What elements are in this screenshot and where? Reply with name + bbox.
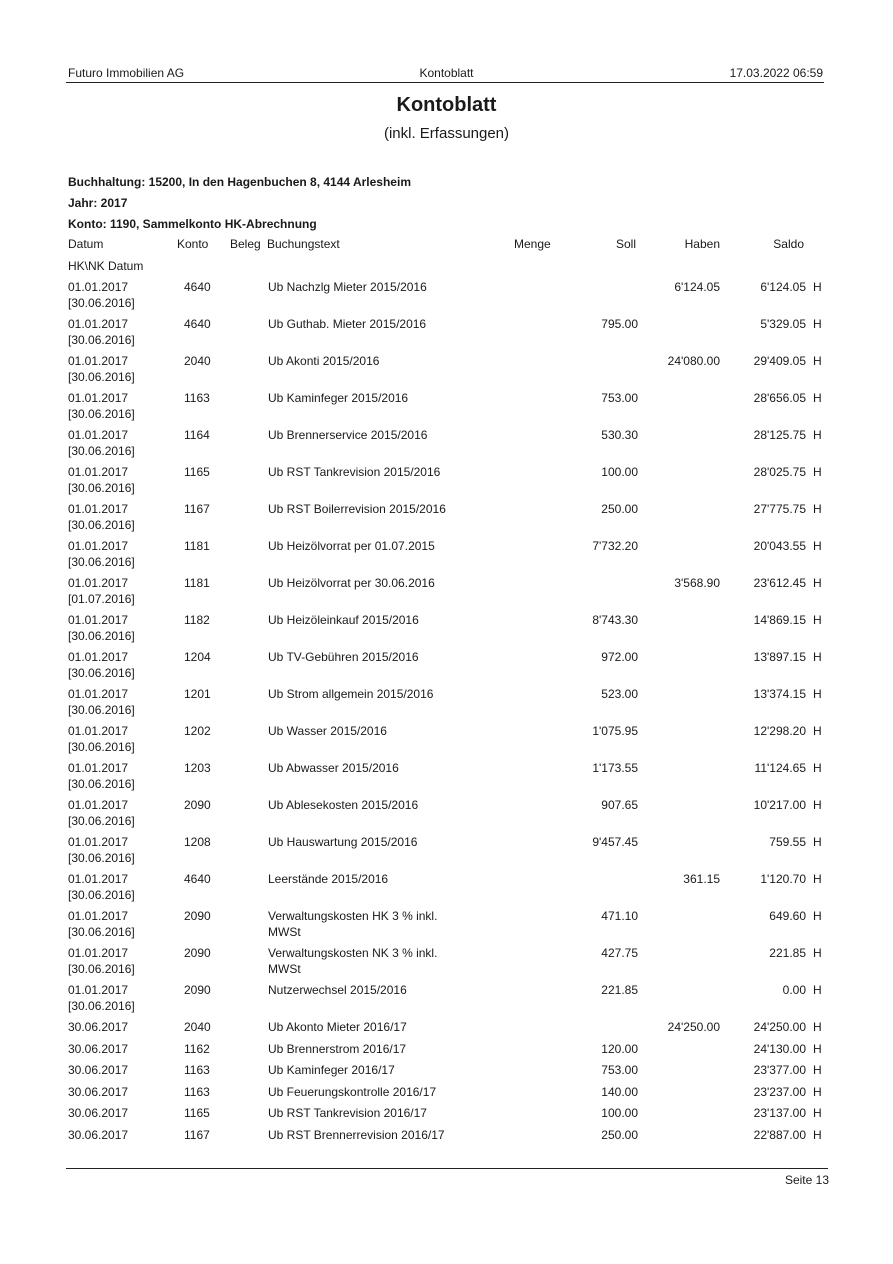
col-konto: Konto	[177, 237, 209, 251]
row-soll-haben-flag: H	[813, 650, 822, 664]
row-buchungstext: Ub Akonto Mieter 2016/17	[268, 1020, 407, 1034]
row-date: 01.01.2017	[68, 687, 129, 701]
row-hknk-date: [30.06.2016]	[68, 814, 135, 828]
row-buchungstext: Ub Hauswartung 2015/2016	[268, 835, 418, 849]
row-buchungstext: Ub Nachzlg Mieter 2015/2016	[268, 280, 427, 294]
row-buchungstext: Ub RST Tankrevision 2015/2016	[268, 465, 441, 479]
row-soll-haben-flag: H	[813, 724, 822, 738]
row-date: 01.01.2017	[68, 539, 129, 553]
row-soll-haben-flag: H	[813, 1127, 822, 1142]
row-date: 01.01.2017	[68, 317, 129, 331]
row-hknk-date: [30.06.2016]	[68, 407, 135, 421]
row-hknk-date: [30.06.2016]	[68, 851, 135, 865]
row-soll-haben-flag: H	[813, 909, 822, 923]
row-soll-haben-flag: H	[813, 1041, 822, 1056]
row-date: 30.06.2017	[68, 1127, 129, 1142]
row-konto: 2040	[184, 354, 211, 368]
row-konto: 4640	[184, 280, 211, 294]
row-hknk-date: [30.06.2016]	[68, 925, 135, 939]
row-saldo: 23'377.00	[753, 1063, 806, 1077]
row-saldo: 23'237.00	[753, 1084, 806, 1099]
row-konto: 2090	[184, 946, 211, 960]
row-soll: 523.00	[601, 687, 638, 701]
row-konto: 1167	[184, 502, 210, 516]
row-date: 01.01.2017	[68, 650, 129, 664]
row-soll: 907.65	[601, 798, 638, 812]
row-hknk-date: [30.06.2016]	[68, 518, 135, 532]
row-soll-haben-flag: H	[813, 1084, 822, 1099]
print-datetime: 17.03.2022 06:59	[729, 66, 823, 80]
row-date: 30.06.2017	[68, 1106, 129, 1120]
row-soll: 1'075.95	[592, 724, 638, 738]
row-buchungstext: Ub RST Tankrevision 2016/17	[268, 1106, 427, 1120]
row-buchungstext: Verwaltungskosten NK 3 % inkl.	[268, 946, 438, 960]
row-buchungstext: Ub Akonti 2015/2016	[268, 354, 380, 368]
row-saldo: 29'409.05	[753, 354, 806, 368]
row-soll: 530.30	[601, 428, 638, 442]
row-hknk-date: [30.06.2016]	[68, 444, 135, 458]
row-hknk-date: [30.06.2016]	[68, 703, 135, 717]
row-saldo: 759.55	[769, 835, 806, 849]
row-saldo: 22'887.00	[753, 1127, 806, 1142]
row-konto: 1203	[184, 761, 211, 775]
row-hknk-date: [30.06.2016]	[68, 333, 135, 347]
row-date: 30.06.2017	[68, 1041, 129, 1056]
row-hknk-date: [30.06.2016]	[68, 962, 135, 976]
row-soll: 471.10	[601, 909, 638, 923]
row-soll-haben-flag: H	[813, 798, 822, 812]
row-soll-haben-flag: H	[813, 354, 822, 368]
col-saldo: Saldo	[773, 237, 804, 251]
row-soll-haben-flag: H	[813, 761, 822, 775]
row-soll-haben-flag: H	[813, 428, 822, 442]
row-konto: 1164	[184, 428, 210, 442]
row-konto: 1165	[184, 1106, 210, 1120]
row-saldo: 28'656.05	[753, 391, 806, 405]
row-haben: 6'124.05	[674, 280, 720, 294]
row-buchungstext: Ub Heizölvorrat per 30.06.2016	[268, 576, 435, 590]
row-hknk-date: [30.06.2016]	[68, 296, 135, 310]
row-konto: 2040	[184, 1020, 211, 1034]
row-date: 01.01.2017	[68, 465, 129, 479]
page-number: Seite 13	[784, 1173, 829, 1187]
row-soll-haben-flag: H	[813, 835, 822, 849]
col-menge: Menge	[514, 237, 551, 251]
row-soll: 250.00	[601, 502, 638, 516]
row-hknk-date: [30.06.2016]	[68, 555, 135, 569]
row-soll: 753.00	[601, 1063, 638, 1077]
row-hknk-date: [30.06.2016]	[68, 999, 135, 1013]
row-soll-haben-flag: H	[813, 983, 822, 997]
row-soll: 221.85	[601, 983, 638, 997]
row-konto: 1162	[184, 1041, 210, 1056]
row-date: 01.01.2017	[68, 983, 129, 997]
row-hknk-date: [30.06.2016]	[68, 740, 135, 754]
row-soll-haben-flag: H	[813, 539, 822, 553]
row-saldo: 13'374.15	[753, 687, 806, 701]
row-konto: 2090	[184, 909, 211, 923]
jahr-info: Jahr: 2017	[68, 196, 128, 210]
row-saldo: 24'250.00	[753, 1020, 806, 1034]
row-konto: 1181	[184, 576, 210, 590]
row-konto: 1163	[184, 1063, 210, 1077]
row-soll-haben-flag: H	[813, 465, 822, 479]
row-hknk-date: [30.06.2016]	[68, 370, 135, 384]
row-hknk-date: [01.07.2016]	[68, 592, 135, 606]
header-rule	[66, 82, 824, 83]
row-saldo: 23'612.45	[753, 576, 806, 590]
row-konto: 4640	[184, 317, 211, 331]
col-hknk-datum: HK\NK Datum	[68, 259, 144, 273]
row-buchungstext: Ub Guthab. Mieter 2015/2016	[268, 317, 427, 331]
row-saldo: 1'120.70	[760, 872, 806, 886]
row-soll: 8'743.30	[592, 613, 638, 627]
row-saldo: 28'025.75	[753, 465, 806, 479]
row-soll: 427.75	[601, 946, 638, 960]
row-buchungstext: Ub Heizölvorrat per 01.07.2015	[268, 539, 435, 553]
row-saldo: 221.85	[769, 946, 806, 960]
row-konto: 1201	[184, 687, 211, 701]
row-buchungstext: Ub Wasser 2015/2016	[268, 724, 387, 738]
row-soll: 140.00	[601, 1084, 638, 1099]
row-haben: 3'568.90	[674, 576, 720, 590]
row-soll: 100.00	[601, 465, 638, 479]
row-date: 30.06.2017	[68, 1084, 129, 1099]
page-title: Kontoblatt	[396, 94, 497, 116]
row-date: 01.01.2017	[68, 280, 129, 294]
row-buchungstext: Nutzerwechsel 2015/2016	[268, 983, 407, 997]
row-konto: 1202	[184, 724, 211, 738]
row-saldo: 5'329.05	[760, 317, 806, 331]
row-soll: 795.00	[601, 317, 638, 331]
row-saldo: 10'217.00	[753, 798, 806, 812]
row-buchungstext: Ub RST Brennerrevision 2016/17	[268, 1127, 445, 1142]
row-hknk-date: [30.06.2016]	[68, 629, 135, 643]
row-date: 30.06.2017	[68, 1020, 129, 1034]
row-konto: 1204	[184, 650, 211, 664]
row-date: 01.01.2017	[68, 502, 129, 516]
row-soll-haben-flag: H	[813, 872, 822, 886]
row-soll-haben-flag: H	[813, 1020, 822, 1034]
row-date: 01.01.2017	[68, 872, 129, 886]
row-konto: 4640	[184, 872, 211, 886]
row-buchungstext: Ub Heizöleinkauf 2015/2016	[268, 613, 419, 627]
row-saldo: 6'124.05	[760, 280, 806, 294]
row-date: 30.06.2017	[68, 1063, 129, 1077]
row-date: 01.01.2017	[68, 835, 129, 849]
row-hknk-date: [30.06.2016]	[68, 888, 135, 902]
row-saldo: 20'043.55	[753, 539, 806, 553]
row-soll-haben-flag: H	[813, 317, 822, 331]
row-konto: 1208	[184, 835, 211, 849]
header-doc-name: Kontoblatt	[419, 66, 474, 80]
row-buchungstext: Ub Strom allgemein 2015/2016	[268, 687, 434, 701]
row-konto: 1163	[184, 1084, 210, 1099]
row-soll: 120.00	[601, 1041, 638, 1056]
col-beleg: Beleg	[230, 237, 261, 251]
row-buchungstext: Ub Ablesekosten 2015/2016	[268, 798, 419, 812]
row-buchungstext: Ub Brennerstrom 2016/17	[268, 1041, 407, 1056]
row-date: 01.01.2017	[68, 798, 129, 812]
row-date: 01.01.2017	[68, 909, 129, 923]
row-konto: 2090	[184, 983, 211, 997]
row-date: 01.01.2017	[68, 428, 129, 442]
row-saldo: 0.00	[782, 983, 806, 997]
row-buchungstext: Ub Kaminfeger 2015/2016	[268, 391, 409, 405]
row-saldo: 11'124.65	[754, 761, 806, 775]
row-soll-haben-flag: H	[813, 613, 822, 627]
row-soll: 100.00	[601, 1106, 638, 1120]
row-buchungstext-cont: MWSt	[268, 962, 301, 976]
row-haben: 24'080.00	[667, 354, 720, 368]
row-saldo: 23'137.00	[753, 1106, 806, 1120]
col-datum: Datum	[68, 237, 104, 251]
row-soll: 1'173.55	[592, 761, 638, 775]
row-buchungstext: Ub Abwasser 2015/2016	[268, 761, 399, 775]
row-konto: 1181	[184, 539, 210, 553]
row-saldo: 649.60	[769, 909, 806, 923]
row-saldo: 24'130.00	[753, 1041, 806, 1056]
row-buchungstext: Ub TV-Gebühren 2015/2016	[268, 650, 419, 664]
row-saldo: 27'775.75	[753, 502, 806, 516]
row-saldo: 28'125.75	[753, 428, 806, 442]
row-soll: 972.00	[601, 650, 638, 664]
row-date: 01.01.2017	[68, 724, 129, 738]
row-saldo: 13'897.15	[753, 650, 806, 664]
row-hknk-date: [30.06.2016]	[68, 666, 135, 680]
row-soll: 753.00	[601, 391, 638, 405]
row-buchungstext: Ub Feuerungskontrolle 2016/17	[268, 1084, 437, 1099]
row-konto: 1167	[184, 1127, 210, 1142]
row-date: 01.01.2017	[68, 761, 129, 775]
row-soll-haben-flag: H	[813, 502, 822, 516]
buchhaltung-info: Buchhaltung: 15200, In den Hagenbuchen 8, 4144 Arlesheim	[68, 175, 411, 189]
row-konto: 1165	[184, 465, 210, 479]
row-haben: 361.15	[683, 872, 720, 886]
row-soll: 250.00	[601, 1127, 638, 1142]
row-buchungstext: Ub Kaminfeger 2016/17	[268, 1063, 395, 1077]
row-date: 01.01.2017	[68, 354, 129, 368]
konto-info: Konto: 1190, Sammelkonto HK-Abrechnung	[68, 217, 317, 231]
row-soll-haben-flag: H	[813, 1063, 822, 1077]
row-date: 01.01.2017	[68, 613, 129, 627]
row-saldo: 12'298.20	[753, 724, 806, 738]
row-konto: 2090	[184, 798, 211, 812]
row-saldo: 14'869.15	[753, 613, 806, 627]
row-soll-haben-flag: H	[813, 1106, 822, 1120]
footer-rule	[66, 1168, 828, 1169]
row-konto: 1163	[184, 391, 210, 405]
row-buchungstext: Ub Brennerservice 2015/2016	[268, 428, 428, 442]
row-date: 01.01.2017	[68, 576, 129, 590]
row-buchungstext: Verwaltungskosten HK 3 % inkl.	[268, 909, 438, 923]
col-soll: Soll	[615, 237, 636, 251]
row-hknk-date: [30.06.2016]	[68, 481, 135, 495]
row-date: 01.01.2017	[68, 391, 129, 405]
company-name: Futuro Immobilien AG	[68, 66, 185, 80]
row-buchungstext: Leerstände 2015/2016	[268, 872, 389, 886]
row-soll-haben-flag: H	[813, 946, 822, 960]
row-konto: 1182	[184, 613, 210, 627]
row-hknk-date: [30.06.2016]	[68, 777, 135, 791]
row-date: 01.01.2017	[68, 946, 129, 960]
row-soll-haben-flag: H	[813, 391, 822, 405]
col-haben: Haben	[684, 237, 720, 251]
row-soll-haben-flag: H	[813, 280, 822, 294]
row-buchungstext: Ub RST Boilerrevision 2015/2016	[268, 502, 446, 516]
row-soll: 7'732.20	[592, 539, 638, 553]
row-soll-haben-flag: H	[813, 576, 822, 590]
row-soll-haben-flag: H	[813, 687, 822, 701]
row-haben: 24'250.00	[667, 1020, 720, 1034]
row-soll: 9'457.45	[592, 835, 638, 849]
page-subtitle: (inkl. Erfassungen)	[383, 125, 510, 142]
col-buchungstext: Buchungstext	[267, 237, 340, 251]
row-buchungstext-cont: MWSt	[268, 925, 301, 939]
